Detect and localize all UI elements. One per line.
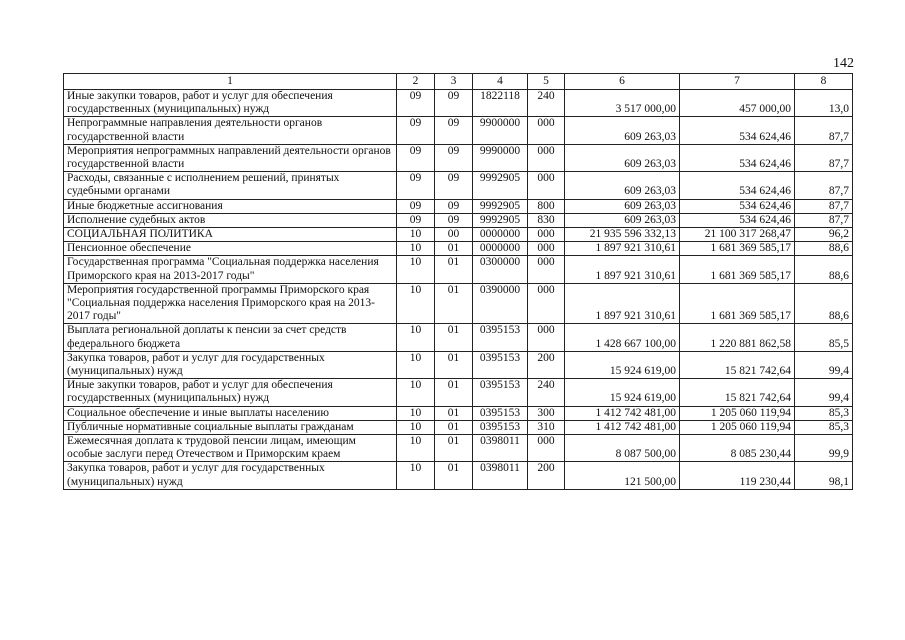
section-cell: 09 <box>397 213 435 227</box>
executed-amount-cell: 534 624,46 <box>680 213 795 227</box>
expense-type-cell: 240 <box>528 90 565 117</box>
section-cell: 10 <box>397 228 435 242</box>
item-name-cell: Мероприятия государственной программы Приморского края "Социальная поддержка населения Приморского края на 2013-2017 годы" <box>64 283 397 324</box>
approved-amount-cell: 15 924 619,00 <box>565 379 680 406</box>
percent-cell: 99,4 <box>795 379 853 406</box>
item-name-cell: Иные закупки товаров, работ и услуг для обеспечения государственных (муниципальных) нужд <box>64 379 397 406</box>
executed-amount-cell: 8 085 230,44 <box>680 435 795 462</box>
section-cell: 10 <box>397 351 435 378</box>
expense-type-cell: 000 <box>528 144 565 171</box>
column-header-8: 8 <box>795 74 853 90</box>
expense-type-cell: 200 <box>528 351 565 378</box>
expense-type-cell: 000 <box>528 256 565 283</box>
item-name-cell: Исполнение судебных актов <box>64 213 397 227</box>
executed-amount-cell: 15 821 742,64 <box>680 351 795 378</box>
percent-cell: 87,7 <box>795 144 853 171</box>
percent-cell: 98,1 <box>795 462 853 489</box>
expense-type-cell: 310 <box>528 420 565 434</box>
executed-amount-cell: 534 624,46 <box>680 199 795 213</box>
executed-amount-cell: 1 681 369 585,17 <box>680 256 795 283</box>
section-cell: 09 <box>397 144 435 171</box>
table-row <box>64 462 853 489</box>
table-row <box>64 228 853 242</box>
column-header-5: 5 <box>528 74 565 90</box>
item-name-cell: Мероприятия непрограммных направлений деятельности органов государственной власти <box>64 144 397 171</box>
section-cell: 10 <box>397 406 435 420</box>
target-article-cell: 1822118 <box>473 90 528 117</box>
section-cell: 10 <box>397 256 435 283</box>
approved-amount-cell: 1 897 921 310,61 <box>565 256 680 283</box>
percent-cell: 88,6 <box>795 256 853 283</box>
table-row <box>64 435 853 462</box>
percent-cell: 88,6 <box>795 242 853 256</box>
item-name-cell: Иные закупки товаров, работ и услуг для обеспечения государственных (муниципальных) нужд <box>64 90 397 117</box>
approved-amount-cell: 1 412 742 481,00 <box>565 406 680 420</box>
approved-amount-cell: 21 935 596 332,13 <box>565 228 680 242</box>
section-cell: 10 <box>397 379 435 406</box>
item-name-cell: Расходы, связанные с исполнением решений, принятых судебными органами <box>64 172 397 199</box>
executed-amount-cell: 1 681 369 585,17 <box>680 283 795 324</box>
table-body <box>64 90 853 490</box>
percent-cell: 87,7 <box>795 117 853 144</box>
target-article-cell: 0390000 <box>473 283 528 324</box>
approved-amount-cell: 121 500,00 <box>565 462 680 489</box>
approved-amount-cell: 1 412 742 481,00 <box>565 420 680 434</box>
section-cell: 09 <box>397 117 435 144</box>
target-article-cell: 0395153 <box>473 379 528 406</box>
item-name-cell: Государственная программа "Социальная поддержка населения Приморского края на 2013-2017 годы" <box>64 256 397 283</box>
item-name-cell: Выплата региональной доплаты к пенсии за счет средств федерального бюджета <box>64 324 397 351</box>
target-article-cell: 9900000 <box>473 117 528 144</box>
table-row <box>64 406 853 420</box>
column-header-6: 6 <box>565 74 680 90</box>
target-article-cell: 0395153 <box>473 324 528 351</box>
item-name-cell: Закупка товаров, работ и услуг для государственных (муниципальных) нужд <box>64 351 397 378</box>
target-article-cell: 0000000 <box>473 228 528 242</box>
section-cell: 10 <box>397 462 435 489</box>
page-number: 142 <box>833 56 854 71</box>
executed-amount-cell: 1 205 060 119,94 <box>680 420 795 434</box>
section-cell: 10 <box>397 242 435 256</box>
executed-amount-cell: 534 624,46 <box>680 144 795 171</box>
table-row <box>64 379 853 406</box>
executed-amount-cell: 15 821 742,64 <box>680 379 795 406</box>
percent-cell: 87,7 <box>795 199 853 213</box>
subsection-cell: 09 <box>435 117 473 144</box>
subsection-cell: 01 <box>435 379 473 406</box>
percent-cell: 87,7 <box>795 172 853 199</box>
target-article-cell: 0398011 <box>473 435 528 462</box>
item-name-cell: Иные бюджетные ассигнования <box>64 199 397 213</box>
item-name-cell: Социальное обеспечение и иные выплаты населению <box>64 406 397 420</box>
item-name-cell: Ежемесячная доплата к трудовой пенсии лицам, имеющим особые заслуги перед Отечеством и Приморским краем <box>64 435 397 462</box>
item-name-cell: Пенсионное обеспечение <box>64 242 397 256</box>
target-article-cell: 0000000 <box>473 242 528 256</box>
subsection-cell: 09 <box>435 90 473 117</box>
percent-cell: 88,6 <box>795 283 853 324</box>
section-cell: 10 <box>397 283 435 324</box>
approved-amount-cell: 15 924 619,00 <box>565 351 680 378</box>
table-row <box>64 420 853 434</box>
target-article-cell: 9992905 <box>473 213 528 227</box>
percent-cell: 96,2 <box>795 228 853 242</box>
subsection-cell: 01 <box>435 351 473 378</box>
item-name-cell: СОЦИАЛЬНАЯ ПОЛИТИКА <box>64 228 397 242</box>
subsection-cell: 09 <box>435 172 473 199</box>
approved-amount-cell: 609 263,03 <box>565 117 680 144</box>
expense-type-cell: 000 <box>528 324 565 351</box>
table-row <box>64 172 853 199</box>
table-row <box>64 199 853 213</box>
table-header-row <box>64 74 853 90</box>
expense-type-cell: 000 <box>528 283 565 324</box>
subsection-cell: 01 <box>435 435 473 462</box>
expense-type-cell: 800 <box>528 199 565 213</box>
target-article-cell: 9992905 <box>473 172 528 199</box>
column-header-7: 7 <box>680 74 795 90</box>
subsection-cell: 09 <box>435 213 473 227</box>
approved-amount-cell: 1 897 921 310,61 <box>565 283 680 324</box>
percent-cell: 85,5 <box>795 324 853 351</box>
percent-cell: 85,3 <box>795 406 853 420</box>
item-name-cell: Публичные нормативные социальные выплаты гражданам <box>64 420 397 434</box>
approved-amount-cell: 609 263,03 <box>565 172 680 199</box>
percent-cell: 99,9 <box>795 435 853 462</box>
table-row <box>64 242 853 256</box>
expense-type-cell: 200 <box>528 462 565 489</box>
section-cell: 09 <box>397 199 435 213</box>
expense-type-cell: 000 <box>528 117 565 144</box>
table-row <box>64 351 853 378</box>
executed-amount-cell: 534 624,46 <box>680 117 795 144</box>
table-row <box>64 117 853 144</box>
target-article-cell: 0398011 <box>473 462 528 489</box>
approved-amount-cell: 3 517 000,00 <box>565 90 680 117</box>
table-row <box>64 324 853 351</box>
subsection-cell: 01 <box>435 406 473 420</box>
expense-type-cell: 830 <box>528 213 565 227</box>
subsection-cell: 01 <box>435 420 473 434</box>
section-cell: 10 <box>397 435 435 462</box>
executed-amount-cell: 457 000,00 <box>680 90 795 117</box>
section-cell: 09 <box>397 172 435 199</box>
percent-cell: 13,0 <box>795 90 853 117</box>
percent-cell: 85,3 <box>795 420 853 434</box>
table-row <box>64 144 853 171</box>
table-row <box>64 213 853 227</box>
subsection-cell: 01 <box>435 324 473 351</box>
column-header-4: 4 <box>473 74 528 90</box>
percent-cell: 87,7 <box>795 213 853 227</box>
approved-amount-cell: 1 428 667 100,00 <box>565 324 680 351</box>
executed-amount-cell: 1 681 369 585,17 <box>680 242 795 256</box>
expense-type-cell: 000 <box>528 228 565 242</box>
table-row <box>64 283 853 324</box>
expense-type-cell: 000 <box>528 242 565 256</box>
approved-amount-cell: 1 897 921 310,61 <box>565 242 680 256</box>
approved-amount-cell: 609 263,03 <box>565 213 680 227</box>
expense-type-cell: 000 <box>528 435 565 462</box>
subsection-cell: 01 <box>435 283 473 324</box>
target-article-cell: 0395153 <box>473 406 528 420</box>
table-row <box>64 90 853 117</box>
table-row <box>64 256 853 283</box>
executed-amount-cell: 1 205 060 119,94 <box>680 406 795 420</box>
subsection-cell: 09 <box>435 199 473 213</box>
approved-amount-cell: 8 087 500,00 <box>565 435 680 462</box>
subsection-cell: 09 <box>435 144 473 171</box>
column-header-2: 2 <box>397 74 435 90</box>
budget-table <box>63 73 853 490</box>
item-name-cell: Непрограммные направления деятельности органов государственной власти <box>64 117 397 144</box>
target-article-cell: 0300000 <box>473 256 528 283</box>
approved-amount-cell: 609 263,03 <box>565 199 680 213</box>
subsection-cell: 01 <box>435 462 473 489</box>
item-name-cell: Закупка товаров, работ и услуг для государственных (муниципальных) нужд <box>64 462 397 489</box>
column-header-1: 1 <box>64 74 397 90</box>
executed-amount-cell: 119 230,44 <box>680 462 795 489</box>
expense-type-cell: 300 <box>528 406 565 420</box>
executed-amount-cell: 534 624,46 <box>680 172 795 199</box>
subsection-cell: 00 <box>435 228 473 242</box>
subsection-cell: 01 <box>435 256 473 283</box>
target-article-cell: 0395153 <box>473 420 528 434</box>
target-article-cell: 9990000 <box>473 144 528 171</box>
executed-amount-cell: 21 100 317 268,47 <box>680 228 795 242</box>
percent-cell: 99,4 <box>795 351 853 378</box>
section-cell: 10 <box>397 420 435 434</box>
section-cell: 10 <box>397 324 435 351</box>
approved-amount-cell: 609 263,03 <box>565 144 680 171</box>
executed-amount-cell: 1 220 881 862,58 <box>680 324 795 351</box>
expense-type-cell: 000 <box>528 172 565 199</box>
target-article-cell: 9992905 <box>473 199 528 213</box>
section-cell: 09 <box>397 90 435 117</box>
subsection-cell: 01 <box>435 242 473 256</box>
target-article-cell: 0395153 <box>473 351 528 378</box>
expense-type-cell: 240 <box>528 379 565 406</box>
column-header-3: 3 <box>435 74 473 90</box>
